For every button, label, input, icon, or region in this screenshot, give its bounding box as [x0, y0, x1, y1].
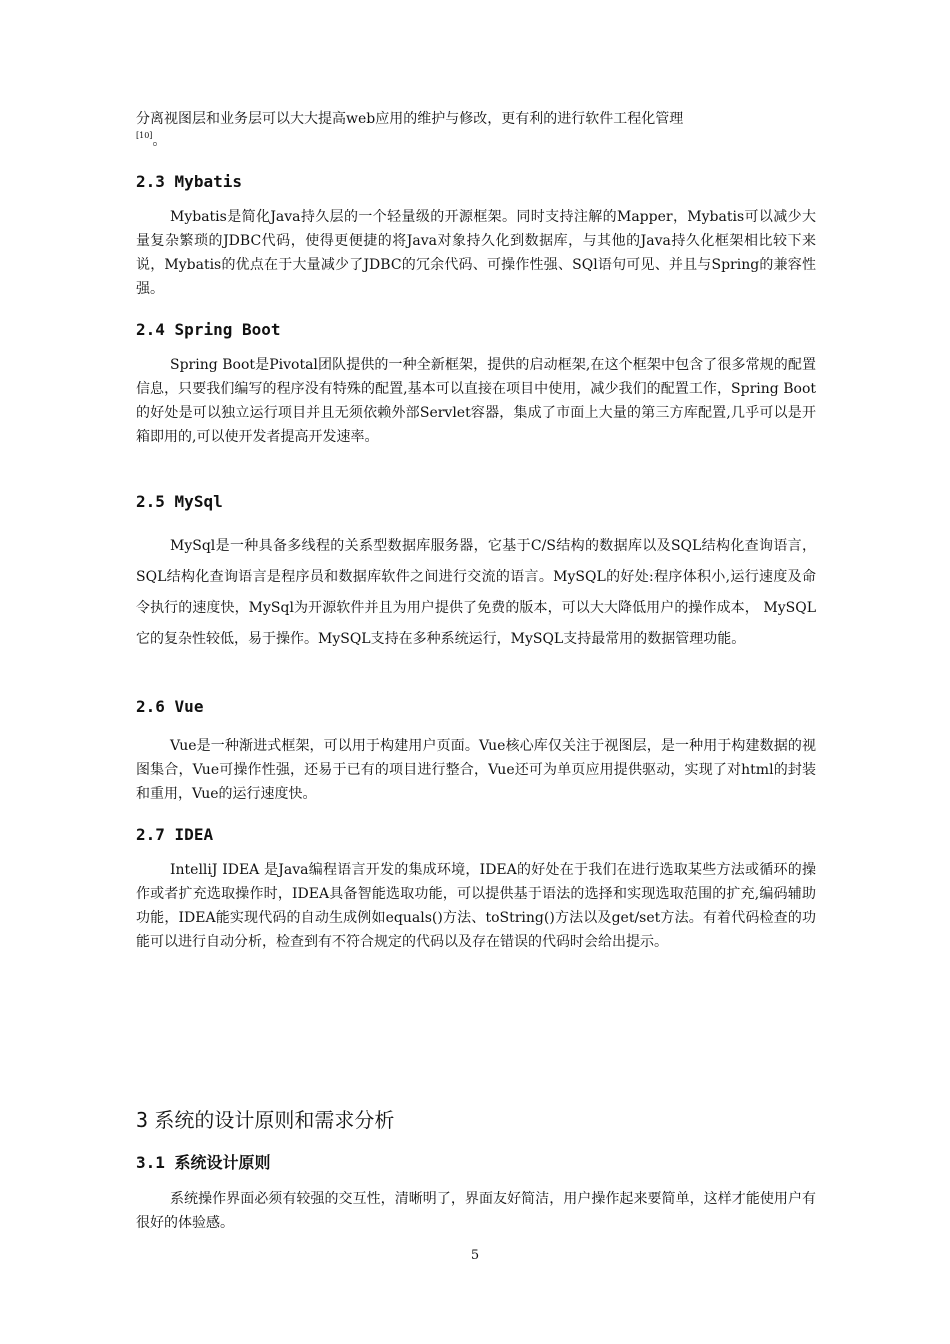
section-heading: 2.6 Vue — [136, 697, 204, 716]
section-2-4 — [136, 320, 816, 449]
section-heading: 2.3 Mybatis — [136, 172, 242, 191]
section-heading: 2.4 Spring Boot — [136, 320, 281, 339]
section-paragraph: Mybatis是简化Java持久层的一个轻量级的开源框架。同时支持注解的Mapper，Mybatis可以减少大量复杂繁琐的JDBC代码，使得更便捷的将Java对象持久化到数据库，与其他的Java持久化框架相比较下来说，Mybatis的优点在于大量减少了JDBC的冗余代码、可操作性强、SQl语句可见、并且与Spring的兼容性强。 — [136, 209, 816, 297]
intro-text: 分离视图层和业务层可以大大提高web应用的维护与修改，更有利的进行软件工程化管理 — [136, 111, 684, 127]
section-2-5 — [136, 492, 816, 655]
section-2-3 — [136, 172, 816, 301]
section-paragraph: Vue是一种渐进式框架，可以用于构建用户页面。Vue核心库仅关注于视图层，是一种用于构建数据的视图集合，Vue可操作性强，还易于已有的项目进行整合，Vue还可为单页应用提供驱动，实现了对html的封装和重用，Vue的运行速度快。 — [136, 738, 816, 802]
section-2-6 — [136, 697, 816, 806]
section-2-7 — [136, 825, 816, 954]
section-paragraph: 系统操作界面必须有较强的交互性，清晰明了，界面友好简洁，用户操作起来要简单，这样才能使用户有很好的体验感。 — [136, 1191, 816, 1231]
section-heading: 2.7 IDEA — [136, 825, 214, 844]
chapter-3-heading — [136, 1104, 816, 1133]
intro-continuation — [136, 107, 816, 151]
page-number: 5 — [470, 1248, 480, 1263]
section-paragraph: Spring Boot是Pivotal团队提供的一种全新框架，提供的启动框架,在这个框架中包含了很多常规的配置信息，只要我们编写的程序没有特殊的配置,基本可以直接在项目中使用，减少我们的配置工作，Spring Boot的好处是可以独立运行项目并且无须依赖外部Servlet容器，集成了市面上大量的第三方库配置,几乎可以是开箱即用的,可以使开发者提高开发速率。 — [136, 357, 816, 445]
section-heading: 3.1 系统设计原则 — [136, 1153, 271, 1172]
intro-end: 。 — [152, 133, 167, 149]
chapter-title: 3 系统的设计原则和需求分析 — [136, 1108, 395, 1132]
section-paragraph: MySql是一种具备多线程的关系型数据库服务器，它基于C/S结构的数据库以及SQL结构化查询语言，SQL结构化查询语言是程序员和数据库软件之间进行交流的语言。MySQL的好处:程序体积小,运行速度及命令执行的速度快，MySql为开源软件并且为用户提供了免费的版本，可以大大降低用户的操作成本， MySQL它的复杂性较低，易于操作。MySQL支持在多种系统运行，MySQL支持最常用的数据管理功能。 — [136, 538, 816, 647]
section-paragraph: IntelliJ IDEA 是Java编程语言开发的集成环境，IDEA的好处在于我们在进行选取某些方法或循环的操作或者扩充选取操作时，IDEA具备智能选取功能，可以提供基于语法的选择和实现选取范围的扩充,编码辅助功能，IDEA能实现代码的自动生成例如equals()方法、toString()方法以及get/set方法。有着代码检查的功能可以进行自动分析，检查到有不符合规定的代码以及存在错误的代码时会给出提示。 — [136, 862, 816, 950]
section-3-1 — [136, 1150, 816, 1235]
section-heading: 2.5 MySql — [136, 492, 223, 511]
citation-mark: [10] — [136, 131, 153, 140]
